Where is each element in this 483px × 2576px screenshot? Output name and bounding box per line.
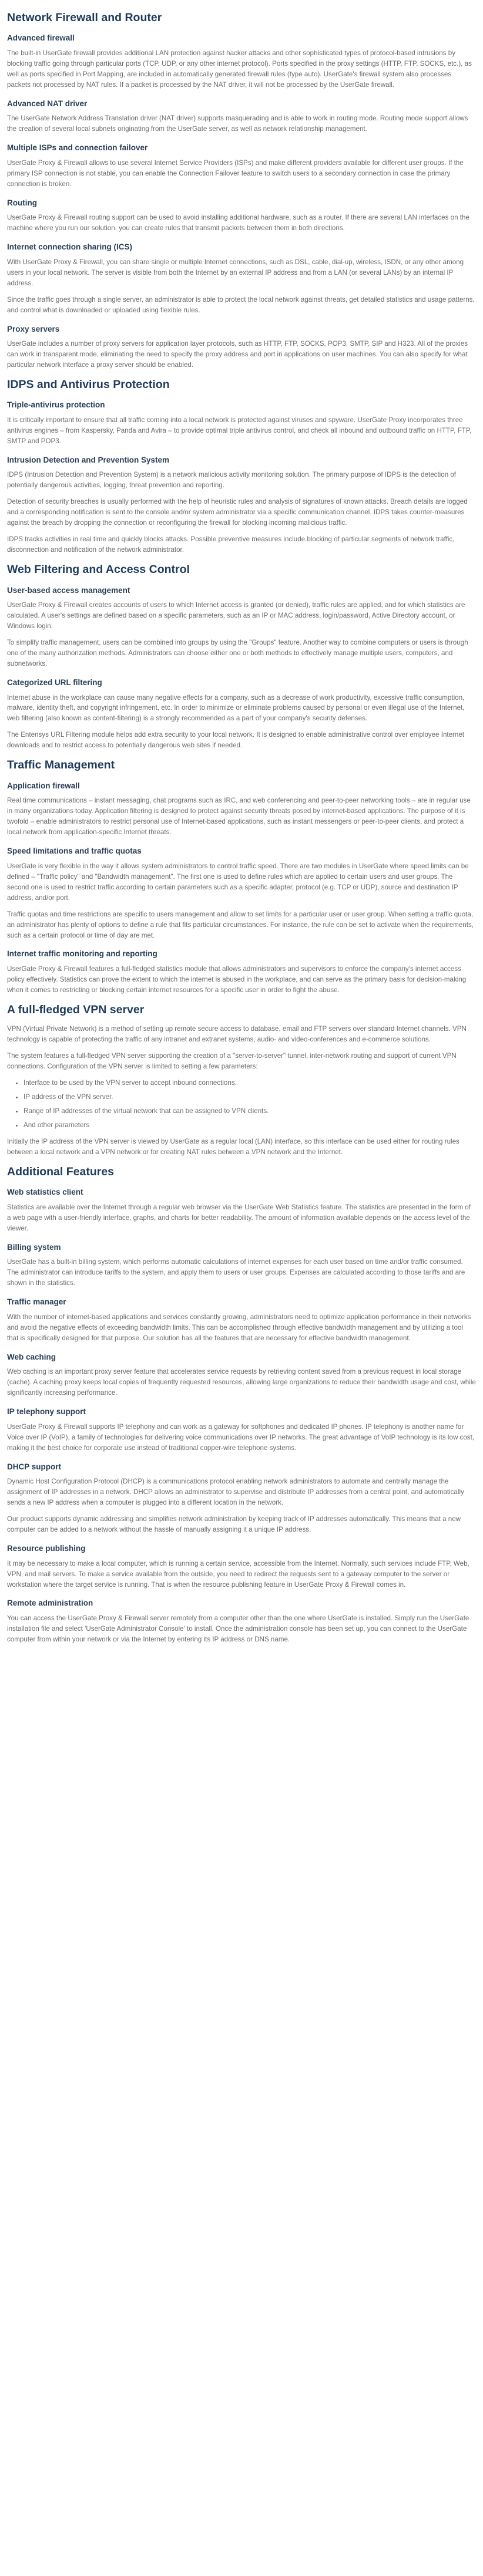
paragraph: The Entensys URL Filtering module helps add extra security to your local network. It is designed to enable administrative control over employee Internet downloads and to restrict access to potentially dangerous web sites if needed. — [7, 731, 465, 750]
paragraph: Real time communications – instant messaging, chat programs such as IRC, and web conferencing and peer-to-peer networking tools – are in regular use in many organizations today. Application filtering is designed to protect against security threats posed by internet-based applications. The purpose of it is twofold – enable administrators to restrict personal use of Internet-based applications, such as instant messengers or peer-to-peer clients, and protect a local network from application-specific Internet threats. — [7, 797, 471, 837]
paragraph: UserGate Proxy & Firewall features a full-fledged statistics module that allows administrators and supervisors to enforce the company's internet access policy effectively. Statistics can prove the extent to which the internet is abused in the workplace, and can serve as the primary basis for decision-making when it comes to restricting or blocking certain internet resources for a specific user in order to fight the abuse. — [7, 965, 467, 994]
subsection-heading: Routing — [7, 198, 37, 207]
paragraph: UserGate Proxy & Firewall routing support can be used to avoid installing additional hardware, such as a router. If there are several LAN interfaces on the machine where you run our solution, you can create rules that transmit packets between them in both directions. — [7, 214, 469, 232]
paragraph: The system features a full-fledged VPN server supporting the creation of a "server-to-server" tunnel, inter-network routing and support of current VPN connections. Configuration of the VPN server is limited to setting a few parameters: — [7, 1052, 457, 1071]
subsection-heading: Intrusion Detection and Prevention System — [7, 455, 170, 464]
paragraph: It may be necessary to make a local computer, which is running a certain service, accessible from the Internet. Normally, such services include FTP, Web, VPN, and mail servers. To make a service available from the outside, you need to redirect the requests sent to a gateway computer to the server or workstation where the target service is running. That is when the resource publishing feature in UserGate Proxy & Firewall comes in. — [7, 1559, 469, 1589]
paragraph: It is critically important to ensure that all traffic coming into a local network is protected against viruses and spyware. UserGate Proxy incorporates three antivirus engines – from Kaspersky, Panda and Avira – to provide optimal triple antivirus control, and check all inbound and outbound traffic on HTTP, FTP, SMTP and POP3. — [7, 416, 472, 445]
paragraph: Dynamic Host Configuration Protocol (DHCP) is a communications protocol enabling network administrators to automate and centrally manage the assignment of IP addresses in a network. DHCP allows an administrator to supervise and distribute IP addresses from a central point, and automatically sends a new IP address when a computer is plugged into a different location in the network. — [7, 1478, 464, 1507]
subsection-heading: Billing system — [7, 1242, 61, 1252]
paragraph: Initially the IP address of the VPN server is viewed by UserGate as a regular local (LAN) interface, so this interface can be used either for routing rules between a local network and a VPN network or for creating NAT rules between a VPN network and the Internet. — [7, 1138, 459, 1156]
bullet-item: • Interface to be used by the VPN server to accept inbound connections. — [24, 1078, 476, 1088]
subsection-heading: Traffic manager — [7, 1297, 66, 1307]
paragraph: To simplify traffic management, users can be combined into groups by using the "Groups" feature. Another way to combine computers or users is through one of the many authorization methods. Administrators can choose either one or both methods to effectively manage multiple users, computers, and subnetworks. — [7, 639, 468, 667]
section-5 — [7, 1165, 476, 1645]
subsection-heading: Triple-antivirus protection — [7, 400, 105, 410]
section-title: A full-fledged VPN server — [7, 1003, 145, 1016]
subsection-heading: Speed limitations and traffic quotas — [7, 847, 142, 856]
paragraph: Traffic quotas and time restrictions are specific to users management and allow to set limits for a particular user or user group. When setting a traffic quota, an administrator has plenty of options to define a rule that fits particular circumstances. For instance, the rule can be set to activate when the requirements, such as a certain protocol or time of day are met. — [7, 910, 474, 939]
section-title: Web Filtering and Access Control — [7, 563, 190, 576]
paragraph: Since the traffic goes through a single server, an administrator is able to protect the local network against threats, get detailed statistics and usage patterns, and control what is downloaded or uploaded using flexible rules. — [7, 295, 475, 314]
bullet-list — [7, 1078, 476, 1131]
section-0 — [7, 11, 476, 370]
paragraph: Our product supports dynamic addressing and simplifies network administration by keeping track of IP addresses automatically. This means that a new computer can be added to a network without the hassle of manually assigning it a unique IP address. — [7, 1515, 461, 1534]
subsection-heading: IP telephony support — [7, 1407, 86, 1417]
subsection-heading: Proxy servers — [7, 324, 60, 333]
paragraph: UserGate has a built-in billing system, which performs automatic calculations of internet expenses for each user based on time and/or traffic consumed. The administrator can introduce tariffs to the system, and apply them to users or user groups. Expenses are calculated according to those tariffs and are shown in the statistics. — [7, 1258, 465, 1287]
bullet-item: • Range of IP addresses of the virtual network that can be assigned to VPN clients. — [24, 1106, 476, 1117]
paragraph: IDPS (Intrusion Detection and Prevention System) is a network malicious activity monitoring solution. The primary purpose of IDPS is the detection of potentially dangerous activities, logging, threat prevention and reporting. — [7, 471, 457, 490]
paragraph: UserGate is very flexible in the way it allows system administrators to control traffic speed. There are two modules in UserGate where speed limits can be defined – "Traffic policy" and "Bandwidth management". The first one is used to define rules which are applied to certain users and user groups. The second one is used to restrict traffic according to certain parameters such as a specific adapter, protocol (e.g. TCP or UDP), source and destination IP address, and/or port. — [7, 862, 469, 902]
section-2 — [7, 562, 476, 751]
subsection-heading: Resource publishing — [7, 1544, 86, 1553]
paragraph: UserGate Proxy & Firewall supports IP telephony and can work as a gateway for softphones and dedicated IP phones. IP telephony is another name for Voice over IP (VoIP), a family of technologies for delivering voice communications over IP networks. The great advantage of VoIP technology is its low cost, making it the best choice for corporate use instead of traditional copper-wire telephone systems. — [7, 1422, 475, 1452]
subsection-heading: Multiple ISPs and connection failover — [7, 143, 148, 153]
section-3 — [7, 758, 476, 996]
paragraph: With the number of internet-based applications and services constantly growing, administrators need to optimize application performance in their networks and avoid the negative effects of exceeding bandwidth limits. This can be accomplished through effective bandwidth management and by utilizing a tool that is specifically designed for that purpose. Our solution has all the features that are necessary for effective bandwidth management. — [7, 1313, 471, 1342]
subsection-heading: Advanced NAT driver — [7, 99, 88, 108]
section-title: Additional Features — [7, 1165, 115, 1178]
bullet-item: • And other parameters — [24, 1120, 476, 1131]
paragraph: The UserGate Network Address Translation driver (NAT driver) supports masquerading and is able to work in routing mode. Routing mode support allows the creation of several local subnets originating from the UserGate server, as well as network relationship management. — [7, 114, 468, 133]
paragraph: UserGate Proxy & Firewall creates accounts of users to which Internet access is granted (or denied), traffic rules are applied, and for which statistics are calculated. A user's settings are defined based on a specific parameters, such as an IP or MAC address, login/password, Active Directory account, or Windows login. — [7, 601, 465, 630]
subsection-heading: Internet traffic monitoring and reporting — [7, 949, 157, 959]
subsection-heading: DHCP support — [7, 1462, 62, 1471]
paragraph: The built-in UserGate firewall provides additional LAN protection against hacker attacks and other sophisticated types of protocol-based intrusions by blocking traffic going through particular ports (TCP, UDP, or any other internet protocol). Ports specified in the proxy settings (HTTP, FTP, SOCKS, etc.), as well as ports specified in Port Mapping, are included in automatically generated firewall rules (type auto). UserGate's firewall system also processes packets not processed by NAT rules. If a packet is processed by the NAT driver, it will not be processed by the UserGate firewall. — [7, 49, 472, 89]
bullet-item: • IP address of the VPN server. — [24, 1092, 476, 1102]
section-title: IDPS and Antivirus Protection — [7, 378, 170, 392]
subsection-heading: Advanced firewall — [7, 33, 75, 43]
paragraph: Web caching is an important proxy server feature that accelerates service requests by retrieving content saved from a previous request in local storage (cache). A caching proxy keeps local copies of frequently requested resources, allowing large organizations to reduce their bandwidth usage and cost, while significantly increasing performance. — [7, 1368, 476, 1397]
paragraph: Internet abuse in the workplace can cause many negative effects for a company, such as a decrease of work productivity, excessive traffic consumption, malware, identity theft, and copyright infringement, etc. In order to minimize or eliminate problems caused by personal or even illegal use of the Internet, web filtering (also known as content-filtering) is a strongly recommended as a part of your company's security defenses. — [7, 693, 465, 723]
subsection-heading: User-based access management — [7, 585, 130, 595]
section-title: Traffic Management — [7, 758, 115, 772]
subsection-heading: Web caching — [7, 1352, 56, 1361]
paragraph: Statistics are available over the Internet through a regular web browser via the UserGate Web Statistics feature. The statistics are presented in the form of a web page with a user-friendly interface, graphs, and charts for better readability. The amount of information available depends on the access level of the viewer. — [7, 1203, 471, 1232]
subsection-heading: Web statistics client — [7, 1188, 83, 1197]
paragraph: With UserGate Proxy & Firewall, you can share single or multiple Internet connections, such as DSL, cable, dial-up, wireless, ISDN, or any other among users in your local network. The server is visible from both the Internet by an external IP address and from a LAN (or several LANs) by an internal IP address. — [7, 258, 464, 287]
paragraph: You can access the UserGate Proxy & Firewall server remotely from a computer other than the one where UserGate is installed. Simply run the UserGate installation file and select 'UserGate Administrator Console' to install. Once the administration console has been set up, you can connect to the UserGate computer from within your network or via the Internet by entering its IP address or DNS name. — [7, 1614, 469, 1643]
subsection-heading: Application firewall — [7, 781, 80, 790]
paragraph: UserGate includes a number of proxy servers for application layer protocols, such as HTTP, FTP, SOCKS, POP3, SMTP, SIP and H323. All of the proxies can work in transparent mode, eliminating the need to specify the proxy address and port in applications on user machines. You can also specify for what particular network interface a proxy server should be enabled. — [7, 340, 468, 369]
paragraph: IDPS tracks activities in real time and quickly blocks attacks. Possible preventive measures include blocking of particular segments of network traffic, disconnection and notification of the network administrator. — [7, 535, 455, 554]
section-title: Network Firewall and Router — [7, 11, 162, 24]
section-1 — [7, 377, 476, 555]
paragraph: Detection of security breaches is usually performed with the help of heuristic rules and analysis of signatures of known attacks. Breach details are logged and a corresponding notification is sent to the console and/or system administrator via a specific communication channel. IDPS takes counter-measures against the breach by dropping the connection or reconfiguring the firewall for blocking incoming malicious traffic. — [7, 498, 468, 527]
section-4 — [7, 1003, 476, 1158]
subsection-heading: Remote administration — [7, 1599, 93, 1608]
subsection-heading: Categorized URL filtering — [7, 677, 102, 687]
paragraph: UserGate Proxy & Firewall allows to use several Internet Service Providers (ISPs) and make different providers available for different user groups. If the primary ISP connection is not stable, you can enable the Connection Failover feature to switch users to a secondary connection in case the primary connection is broken. — [7, 159, 464, 188]
subsection-heading: Internet connection sharing (ICS) — [7, 242, 133, 252]
paragraph: VPN (Virtual Private Network) is a method of setting up remote secure access to database, email and FTP servers over standard Internet channels. VPN technology is capable of protecting the traffic of any intranet and extranet systems, audio- and video-conferences and e-commerce solutions. — [7, 1025, 467, 1044]
